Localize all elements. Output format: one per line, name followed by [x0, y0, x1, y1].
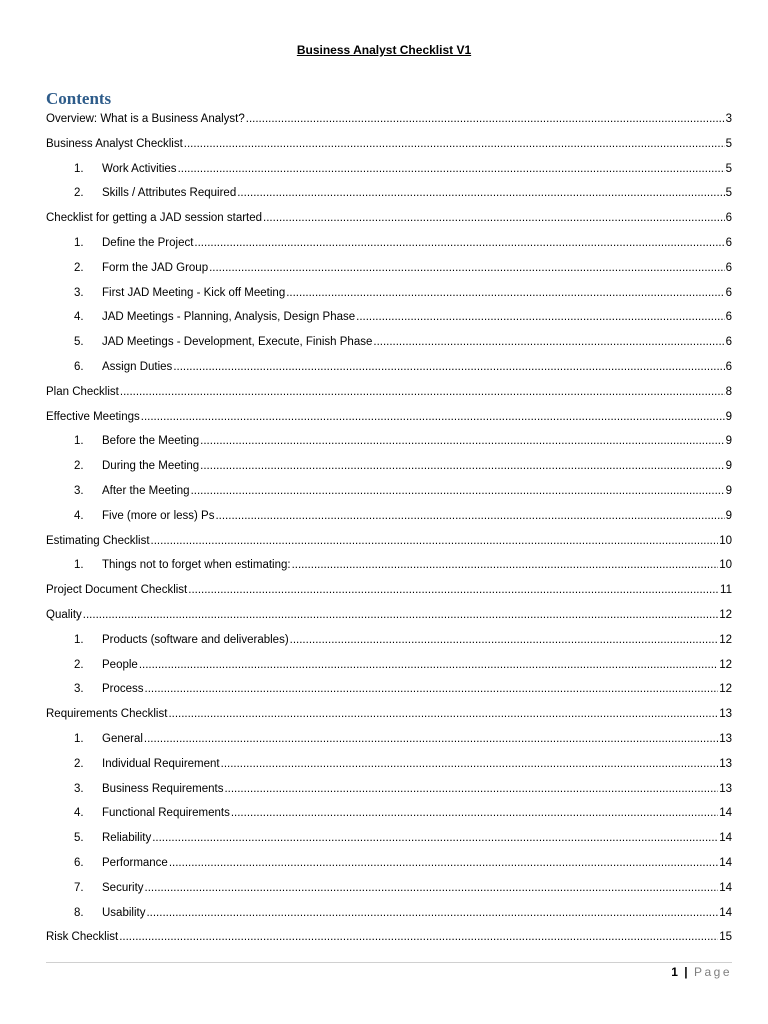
- toc-entry[interactable]: [46, 259, 732, 284]
- toc-entry-label: JAD Meetings - Development, Execute, Finish Phase: [102, 336, 373, 349]
- toc-entry-page: 14: [719, 881, 732, 894]
- toc-entry-page: 11: [720, 584, 732, 597]
- toc-entry[interactable]: [46, 383, 732, 408]
- toc-entry[interactable]: [46, 110, 732, 135]
- toc-entry-label: Products (software and deliverables): [102, 633, 289, 646]
- toc-entry-number: 5.: [74, 832, 84, 845]
- toc-entry-label: Five (more or less) Ps: [102, 509, 215, 522]
- toc-dot-leader: [292, 556, 719, 574]
- toc-entry-page: 12: [719, 633, 732, 646]
- toc-entry[interactable]: [46, 556, 732, 581]
- toc-entry-label: Individual Requirement: [102, 757, 220, 770]
- toc-entry-label: Usability: [102, 906, 146, 919]
- toc-entry-label: Things not to forget when estimating:: [102, 559, 291, 572]
- toc-dot-leader: [356, 308, 724, 326]
- toc-dot-leader: [168, 705, 718, 723]
- toc-entry-number: 2.: [74, 757, 84, 770]
- toc-entry-label: First JAD Meeting - Kick off Meeting: [102, 286, 286, 299]
- table-of-contents: [46, 110, 732, 953]
- toc-entry[interactable]: [46, 680, 732, 705]
- toc-entry[interactable]: [46, 184, 732, 209]
- toc-entry-label: Overview: What is a Business Analyst?: [46, 113, 245, 125]
- toc-entry[interactable]: [46, 854, 732, 879]
- toc-entry-label: Checklist for getting a JAD session started: [46, 212, 263, 225]
- toc-entry[interactable]: [46, 209, 732, 234]
- toc-entry-page: 6: [725, 212, 732, 225]
- toc-dot-leader: [144, 730, 718, 748]
- toc-entry[interactable]: [46, 730, 732, 755]
- toc-entry[interactable]: [46, 656, 732, 681]
- toc-entry[interactable]: [46, 160, 732, 185]
- toc-entry[interactable]: [46, 532, 732, 557]
- toc-entry-number: 6.: [74, 856, 84, 869]
- toc-entry[interactable]: [46, 879, 732, 904]
- toc-entry-label: Quality: [46, 608, 82, 621]
- toc-entry-label: Business Requirements: [102, 782, 224, 795]
- toc-dot-leader: [173, 358, 724, 376]
- toc-entry-page: 10: [719, 559, 732, 572]
- toc-entry[interactable]: [46, 358, 732, 383]
- toc-entry-label: Functional Requirements: [102, 807, 230, 820]
- toc-entry-label: Skills / Attributes Required: [102, 187, 237, 200]
- toc-entry-label: Work Activities: [102, 162, 177, 175]
- page-footer: [671, 965, 732, 979]
- footer-divider: [46, 962, 732, 963]
- contents-heading: Contents: [46, 89, 112, 108]
- toc-dot-leader: [184, 135, 725, 153]
- toc-entry[interactable]: [46, 928, 732, 953]
- toc-entry-page: 14: [719, 807, 732, 820]
- toc-entry[interactable]: [46, 234, 732, 259]
- toc-entry-page: 13: [719, 708, 732, 721]
- toc-entry[interactable]: [46, 705, 732, 730]
- toc-dot-leader: [290, 631, 719, 649]
- toc-entry-number: 4.: [74, 509, 84, 522]
- toc-entry[interactable]: [46, 804, 732, 829]
- toc-entry-number: 5.: [74, 336, 84, 349]
- toc-entry-number: 4.: [74, 311, 84, 324]
- toc-dot-leader: [139, 656, 718, 674]
- toc-dot-leader: [152, 829, 718, 847]
- toc-entry-number: 1.: [74, 236, 84, 249]
- toc-entry-label: Plan Checklist: [46, 385, 119, 398]
- toc-entry-page: 10: [719, 534, 732, 547]
- toc-entry-page: 12: [719, 683, 732, 696]
- toc-dot-leader: [120, 383, 725, 401]
- toc-entry-page: 6: [725, 311, 732, 324]
- toc-entry-label: Security: [102, 881, 144, 894]
- toc-entry-label: People: [102, 658, 138, 671]
- toc-entry-label: JAD Meetings - Planning, Analysis, Design Phase: [102, 311, 356, 324]
- toc-entry[interactable]: [46, 780, 732, 805]
- toc-entry[interactable]: [46, 333, 732, 358]
- toc-entry-page: 3: [725, 113, 732, 125]
- toc-dot-leader: [221, 755, 719, 773]
- toc-entry-page: 9: [725, 410, 732, 423]
- toc-entry-number: 6.: [74, 360, 84, 373]
- toc-entry-number: 1.: [74, 559, 84, 572]
- toc-entry-label: Effective Meetings: [46, 410, 140, 423]
- toc-entry[interactable]: [46, 482, 732, 507]
- toc-entry-number: 7.: [74, 881, 84, 894]
- toc-entry-page: 14: [719, 906, 732, 919]
- toc-entry[interactable]: [46, 606, 732, 631]
- toc-entry-page: 15: [719, 931, 732, 944]
- toc-dot-leader: [141, 408, 725, 426]
- toc-entry[interactable]: [46, 829, 732, 854]
- toc-entry-label: Risk Checklist: [46, 931, 119, 944]
- toc-entry-number: 1.: [74, 162, 84, 175]
- toc-entry[interactable]: [46, 631, 732, 656]
- toc-entry-label: After the Meeting: [102, 484, 190, 497]
- toc-dot-leader: [286, 284, 724, 302]
- toc-entry-number: 1.: [74, 633, 84, 646]
- toc-entry-page: 9: [725, 509, 732, 522]
- toc-dot-leader: [215, 507, 724, 525]
- toc-entry-label: Form the JAD Group: [102, 261, 209, 274]
- toc-entry-label: Project Document Checklist: [46, 584, 188, 597]
- toc-entry-page: 5: [725, 187, 732, 200]
- document-title: Business Analyst Checklist V1: [296, 43, 472, 57]
- toc-entry[interactable]: [46, 432, 732, 457]
- toc-dot-leader: [188, 581, 719, 599]
- toc-entry-page: 12: [719, 608, 732, 621]
- toc-entry-page: 12: [719, 658, 732, 671]
- toc-dot-leader: [146, 904, 718, 922]
- toc-entry[interactable]: [46, 135, 732, 160]
- toc-entry-label: Requirements Checklist: [46, 708, 168, 721]
- toc-entry-label: Process: [102, 683, 144, 696]
- toc-entry-number: 8.: [74, 906, 84, 919]
- toc-dot-leader: [246, 110, 725, 128]
- toc-entry[interactable]: [46, 755, 732, 780]
- toc-entry-number: 2.: [74, 658, 84, 671]
- toc-entry-page: 6: [725, 360, 732, 373]
- toc-entry-label: Performance: [102, 856, 168, 869]
- toc-dot-leader: [237, 184, 724, 202]
- toc-dot-leader: [83, 606, 718, 624]
- toc-entry-page: 5: [725, 162, 732, 175]
- toc-dot-leader: [169, 854, 718, 872]
- toc-entry[interactable]: [46, 284, 732, 309]
- page-number: 1: [671, 965, 678, 979]
- toc-dot-leader: [231, 804, 718, 822]
- toc-entry-label: Assign Duties: [102, 360, 173, 373]
- toc-entry-number: 2.: [74, 460, 84, 473]
- toc-entry-number: 2.: [74, 261, 84, 274]
- toc-entry-number: 3.: [74, 484, 84, 497]
- toc-entry-number: 3.: [74, 286, 84, 299]
- toc-dot-leader: [194, 234, 724, 252]
- toc-entry[interactable]: [46, 507, 732, 532]
- toc-entry-page: 13: [719, 757, 732, 770]
- toc-dot-leader: [263, 209, 725, 227]
- page-word: Page: [693, 965, 732, 979]
- footer-separator: |: [684, 965, 688, 979]
- toc-entry-number: 1.: [74, 732, 84, 745]
- toc-entry-label: Estimating Checklist: [46, 534, 150, 547]
- toc-entry-page: 14: [719, 832, 732, 845]
- toc-entry[interactable]: [46, 457, 732, 482]
- toc-entry[interactable]: [46, 308, 732, 333]
- toc-dot-leader: [178, 160, 725, 178]
- toc-entry-number: 3.: [74, 782, 84, 795]
- toc-entry-number: 2.: [74, 187, 84, 200]
- toc-entry-page: 14: [719, 856, 732, 869]
- toc-entry-page: 6: [725, 261, 732, 274]
- toc-entry-page: 8: [725, 385, 732, 398]
- toc-dot-leader: [145, 680, 719, 698]
- toc-dot-leader: [151, 532, 719, 550]
- toc-entry[interactable]: [46, 581, 732, 606]
- toc-dot-leader: [191, 482, 725, 500]
- toc-entry-label: Before the Meeting: [102, 435, 200, 448]
- toc-entry-label: During the Meeting: [102, 460, 200, 473]
- toc-entry-label: Define the Project: [102, 236, 194, 249]
- toc-dot-leader: [209, 259, 725, 277]
- toc-entry[interactable]: [46, 904, 732, 929]
- toc-entry-page: 6: [725, 286, 732, 299]
- toc-dot-leader: [200, 457, 724, 475]
- toc-entry-page: 9: [725, 460, 732, 473]
- toc-entry-label: Business Analyst Checklist: [46, 137, 183, 150]
- toc-entry-page: 6: [725, 236, 732, 249]
- toc-entry-number: 3.: [74, 683, 84, 696]
- toc-entry-label: Reliability: [102, 832, 152, 845]
- toc-dot-leader: [119, 928, 718, 946]
- toc-entry-page: 6: [725, 336, 732, 349]
- toc-entry[interactable]: [46, 408, 732, 433]
- toc-entry-label: General: [102, 732, 143, 745]
- toc-entry-page: 9: [725, 484, 732, 497]
- toc-entry-page: 5: [725, 137, 732, 150]
- toc-entry-number: 4.: [74, 807, 84, 820]
- toc-dot-leader: [224, 780, 718, 798]
- toc-dot-leader: [373, 333, 724, 351]
- toc-dot-leader: [145, 879, 719, 897]
- toc-entry-page: 13: [719, 732, 732, 745]
- toc-entry-number: 1.: [74, 435, 84, 448]
- toc-dot-leader: [200, 432, 724, 450]
- toc-entry-page: 13: [719, 782, 732, 795]
- toc-entry-page: 9: [725, 435, 732, 448]
